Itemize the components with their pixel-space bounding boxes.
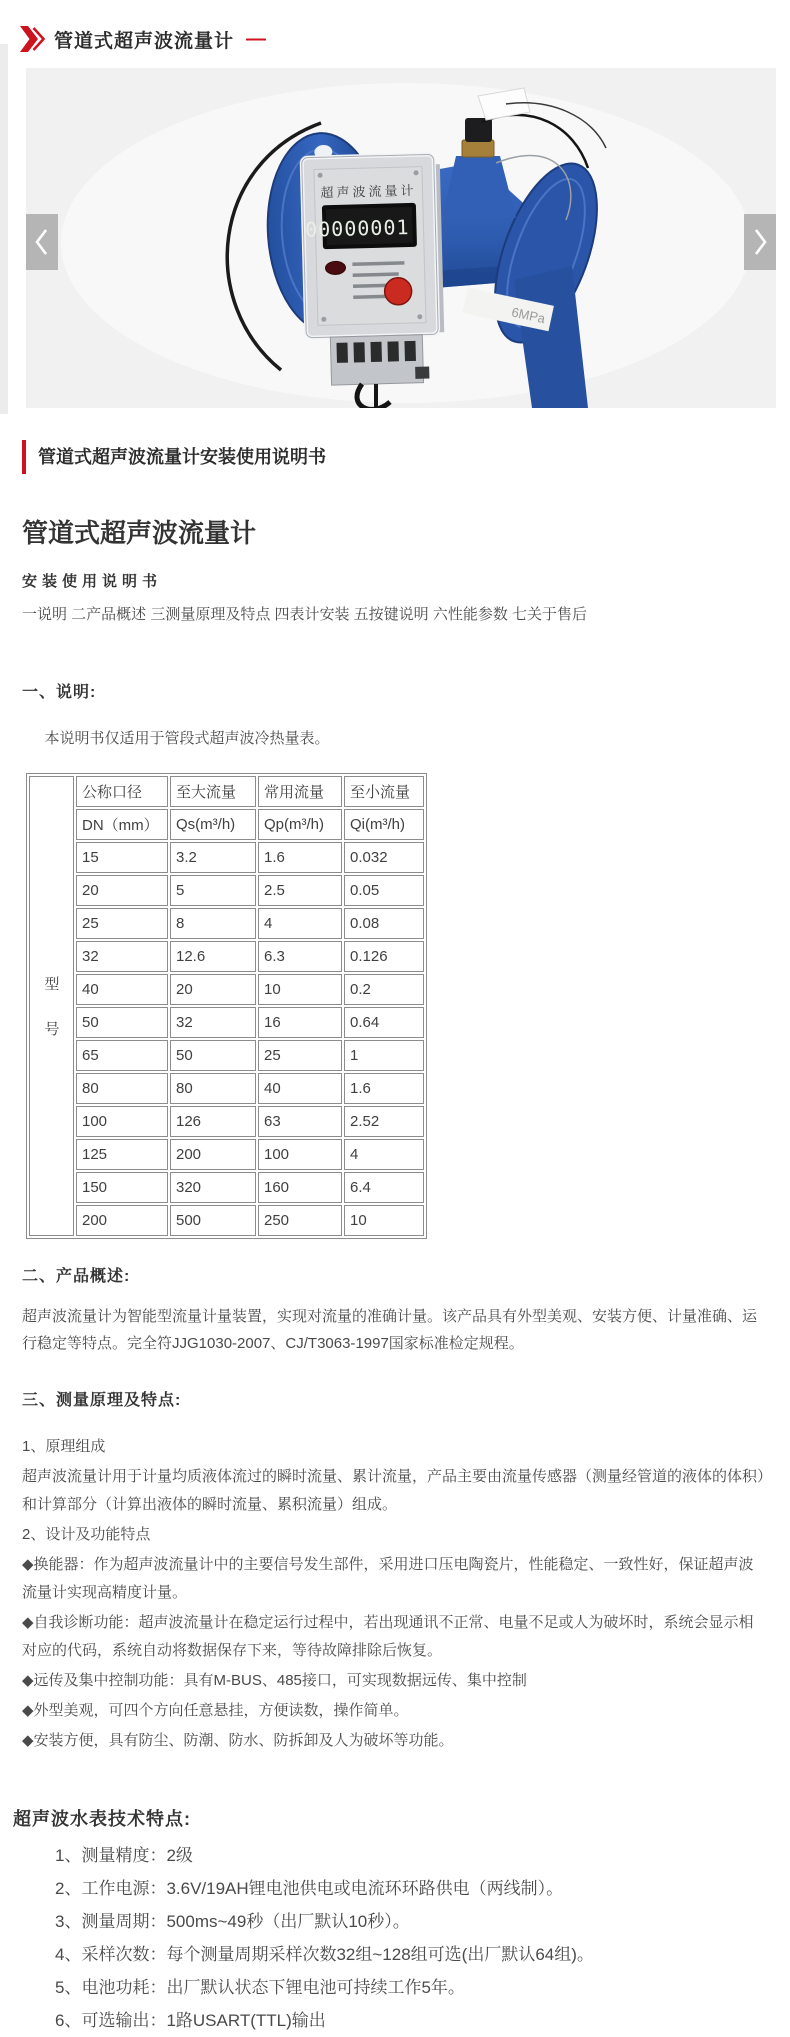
- section1-intro: 本说明书仅适用于管段式超声波冷热量表。: [44, 730, 330, 747]
- tech-list: [55, 1839, 790, 2037]
- page-edge-strip: [0, 44, 8, 414]
- col-unit: Qs(m³/h): [170, 809, 256, 840]
- device-lcd-reading: 00000001: [304, 214, 410, 242]
- tech-heading: 超声波水表技术特点:: [13, 1809, 191, 1829]
- col-unit: Qp(m³/h): [258, 809, 342, 840]
- tech-item: 1、测量精度：2级: [55, 1846, 193, 1865]
- tech-item: 3、测量周期：500ms~49秒（出厂默认10秒）。: [55, 1912, 410, 1931]
- table-row: 15 3.2 1.6 0.032: [29, 842, 424, 873]
- section2-heading: 二、产品概述:: [22, 1268, 131, 1285]
- tech-item: 6、可选输出：1路USART(TTL)输出: [55, 2011, 326, 2030]
- feature-bullet: ◆远传及集中控制功能：具有M-BUS、485接口，可实现数据远传、集中控制: [22, 1672, 527, 1689]
- model-rowspan-cell: [29, 776, 74, 1236]
- manual-section-title: 管道式超声波流量计安装使用说明书: [22, 440, 790, 474]
- carousel-prev-button[interactable]: [26, 214, 58, 270]
- product-carousel: [26, 68, 776, 408]
- page-title: 管道式超声波流量计: [54, 30, 235, 52]
- table-row: 65 50 25 1: [29, 1040, 424, 1071]
- col-header: 至小流量: [344, 776, 424, 807]
- section3-heading: 三、测量原理及特点:: [22, 1392, 182, 1409]
- col-unit: Qi(m³/h): [344, 809, 424, 840]
- chevron-right-icon: [752, 227, 768, 257]
- table-row: 25 8 4 0.08: [29, 908, 424, 939]
- section3-content: [22, 1433, 768, 1755]
- pipe-sticker-text: 6MPa: [510, 304, 547, 327]
- feature-bullet: ◆换能器：作为超声波流量计中的主要信号发生部件，采用进口压电陶瓷片，性能稳定、一致性好，保证超声波流量计实现高精度计量。: [22, 1556, 754, 1601]
- table-row: 50 32 16 0.64: [29, 1007, 424, 1038]
- section3-body1: 超声波流量计用于计量均质液体流过的瞬时流量、累计流量，产品主要由流量传感器（测量经管道的液体的体积）和计算部分（计算出液体的瞬时流量、累积流量）组成。: [22, 1468, 765, 1513]
- table-row: 200 500 250 10: [29, 1205, 424, 1236]
- carousel-next-button[interactable]: [744, 214, 776, 270]
- tech-item: 4、采样次数：每个测量周期采样次数32组~128组可选(出厂默认64组)。: [55, 1945, 594, 1964]
- manual-toc: 一说明 二产品概述 三测量原理及特点 四表计安装 五按键说明 六性能参数 七关于售后: [22, 606, 588, 623]
- model-label: 型 号: [44, 976, 60, 1038]
- table-row: 40 20 10 0.2: [29, 974, 424, 1005]
- double-chevron-icon: [20, 26, 45, 52]
- section3-item2: 2、设计及功能特点: [22, 1526, 151, 1543]
- feature-bullet: ◆安装方便，具有防尘、防潮、防水、防拆卸及人为破坏等功能。: [22, 1732, 454, 1749]
- chevron-left-icon: [34, 227, 50, 257]
- device-nameplate: 超声波流量计: [320, 182, 417, 201]
- tech-item: 2、工作电源：3.6V/19AH锂电池供电或电流环环路供电（两线制）。: [55, 1879, 564, 1898]
- table-row: 125 200 100 4: [29, 1139, 424, 1170]
- feature-bullet: ◆外型美观，可四个方向任意悬挂，方便读数，操作简单。: [22, 1702, 409, 1719]
- col-header: 公称口径: [76, 776, 168, 807]
- device-red-button: [384, 277, 412, 305]
- table-row: 80 80 40 1.6: [29, 1073, 424, 1104]
- section1-heading: 一、说明:: [22, 684, 97, 701]
- flow-spec-table: [26, 773, 427, 1239]
- table-units-row: [29, 809, 424, 840]
- table-row: 32 12.6 6.3 0.126: [29, 941, 424, 972]
- product-photo: [26, 68, 776, 408]
- title-dash: —: [246, 27, 267, 50]
- feature-bullet: ◆自我诊断功能：超声波流量计在稳定运行过程中，若出现通讯不正常、电量不足或人为破坏时，系统会显示相对应的代码，系统自动将数据保存下来，等待故障排除后恢复。: [22, 1614, 754, 1659]
- table-row: 20 5 2.5 0.05: [29, 875, 424, 906]
- section2-body: 超声波流量计为智能型流量计量装置，实现对流量的准确计量。该产品具有外型美观、安装方便、计量准确、运行稳定等特点。完全符JJG1030-2007、CJ/T3063-1997国家标准检定规程。: [22, 1308, 758, 1352]
- page-header: [20, 24, 790, 54]
- product-page: [0, 24, 790, 2030]
- manual-heading: 管道式超声波流量计: [22, 518, 257, 548]
- table-row: 100 126 63 2.52: [29, 1106, 424, 1137]
- table-header-row: [29, 776, 424, 807]
- col-unit: DN（mm）: [76, 809, 168, 840]
- table-row: 150 320 160 6.4: [29, 1172, 424, 1203]
- tech-section: [0, 1807, 790, 2037]
- tech-item: 5、电池功耗：出厂默认状态下锂电池可持续工作5年。: [55, 1978, 465, 1997]
- manual-subheading: 安装使用说明书: [22, 573, 163, 590]
- col-header: 常用流量: [258, 776, 342, 807]
- col-header: 至大流量: [170, 776, 256, 807]
- section3-item1: 1、原理组成: [22, 1438, 106, 1455]
